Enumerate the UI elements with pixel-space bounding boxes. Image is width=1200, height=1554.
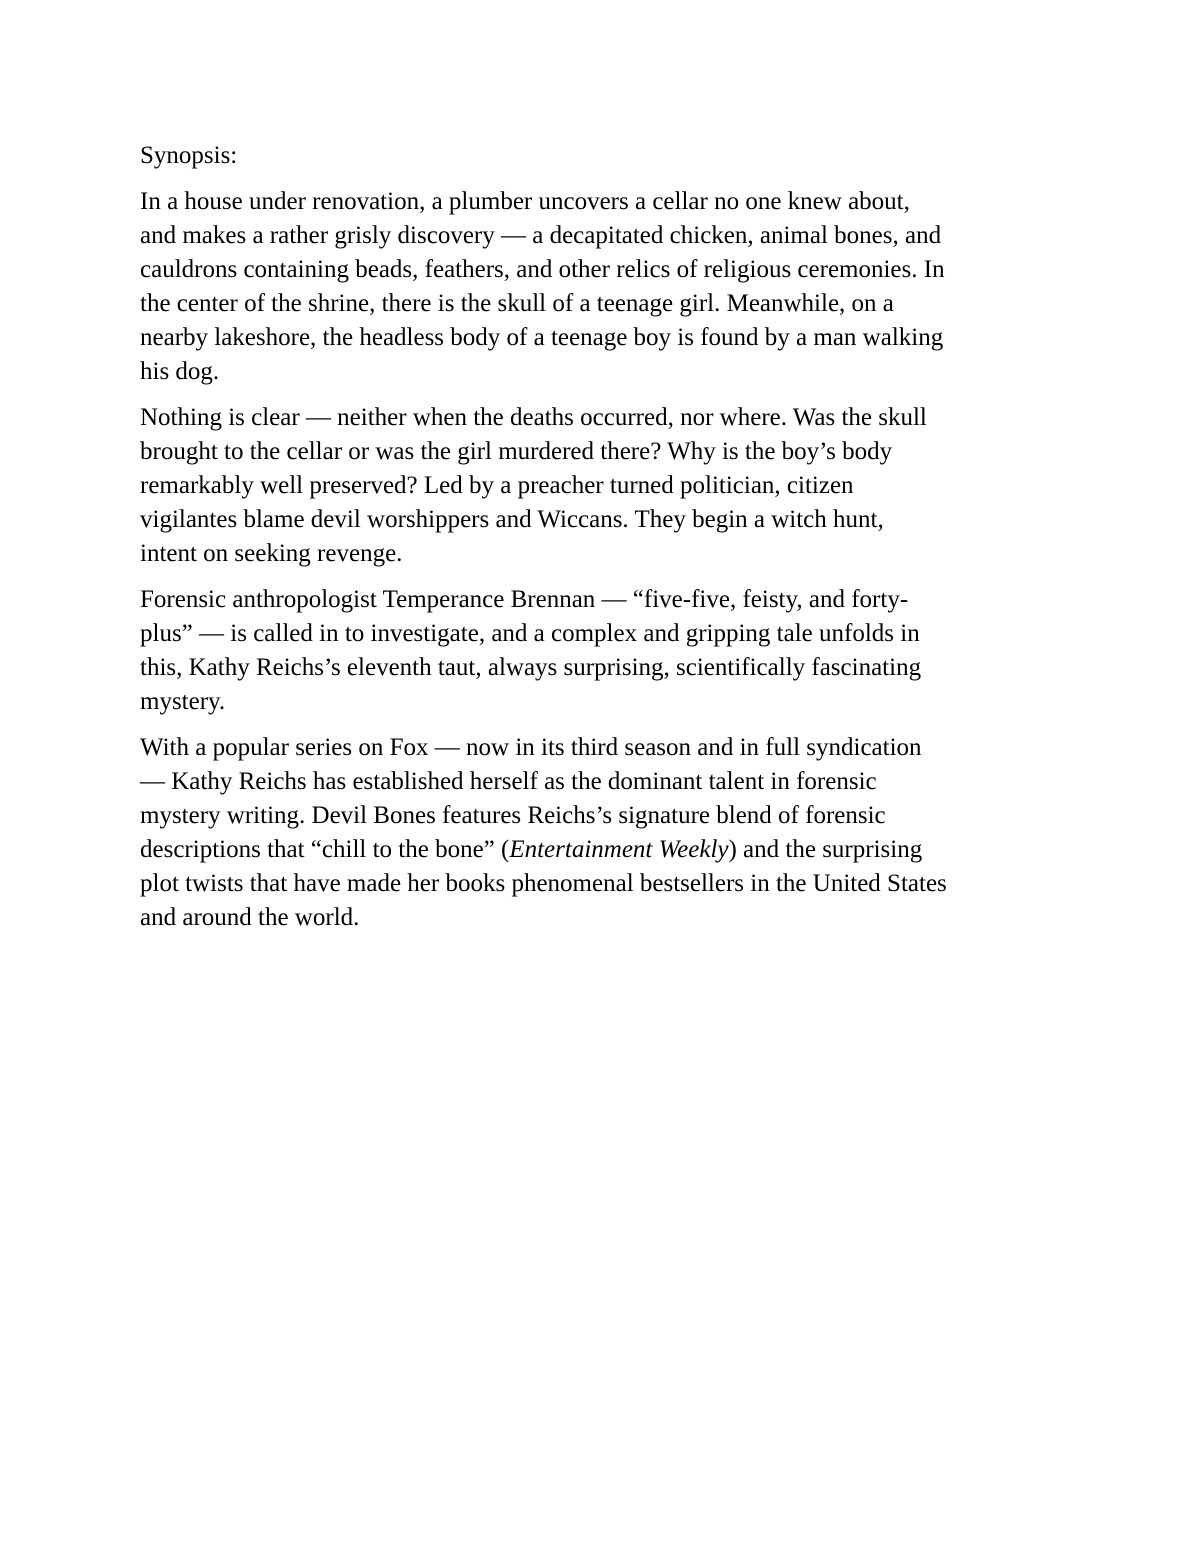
paragraphs-container [140,185,1080,935]
text-line [140,537,1080,571]
text-segment: With a popular series on Fox — now in its third season and in full syndication [140,734,922,761]
text-segment: descriptions that “chill to the bone” ( [140,836,510,863]
text-segment: ) and the surprising [728,836,923,863]
text-segment: intent on seeking revenge. [140,540,403,567]
paragraph [140,583,1080,719]
text-line [140,219,1080,253]
text-segment: and around the world. [140,904,360,931]
text-line [140,901,1080,935]
text-line [140,867,1080,901]
text-segment: In a house under renovation, a plumber uncovers a cellar no one knew about, [140,188,910,215]
text-segment: his dog. [140,358,220,385]
text-line [140,469,1080,503]
text-segment: — Kathy Reichs has established herself as the dominant talent in forensic [140,768,877,795]
text-line [140,253,1080,287]
text-segment: remarkably well preserved? Led by a preacher turned politician, citizen [140,472,854,499]
text-line [140,355,1080,389]
text-segment: plot twists that have made her books phenomenal bestsellers in the United States [140,870,947,897]
text-line [140,401,1080,435]
text-segment: mystery writing. Devil Bones features Reichs’s signature blend of forensic [140,802,886,829]
text-segment: nearby lakeshore, the headless body of a teenage boy is found by a man walking [140,324,944,351]
text-segment: cauldrons containing beads, feathers, and other relics of religious ceremonies. In [140,256,945,283]
paragraph [140,731,1080,935]
text-line [140,287,1080,321]
text-line [140,799,1080,833]
document-body [140,139,1080,947]
text-line [140,833,1080,867]
text-segment: plus” — is called in to investigate, and a complex and gripping tale unfolds in [140,620,920,647]
text-segment: the center of the shrine, there is the skull of a teenage girl. Meanwhile, on a [140,290,894,317]
text-line [140,321,1080,355]
text-segment: and makes a rather grisly discovery — a decapitated chicken, animal bones, and [140,222,942,249]
paragraph [140,185,1080,389]
text-line [140,435,1080,469]
text-line [140,765,1080,799]
text-segment: Forensic anthropologist Temperance Brennan — “five-five, feisty, and forty- [140,586,909,613]
text-line [140,583,1080,617]
text-segment: vigilantes blame devil worshippers and Wiccans. They begin a witch hunt, [140,506,884,533]
text-line [140,617,1080,651]
paragraph [140,401,1080,571]
text-segment: this, Kathy Reichs’s eleventh taut, always surprising, scientifically fascinating [140,654,922,681]
text-line [140,185,1080,219]
text-segment: Nothing is clear — neither when the deaths occurred, nor where. Was the skull [140,404,927,431]
text-line [140,731,1080,765]
synopsis-heading: Synopsis: [140,142,238,169]
italic-text-segment: Entertainment Weekly [509,836,729,863]
text-line [140,503,1080,537]
text-line [140,685,1080,719]
text-segment: mystery. [140,688,226,715]
text-segment: brought to the cellar or was the girl murdered there? Why is the boy’s body [140,438,893,465]
text-line [140,651,1080,685]
